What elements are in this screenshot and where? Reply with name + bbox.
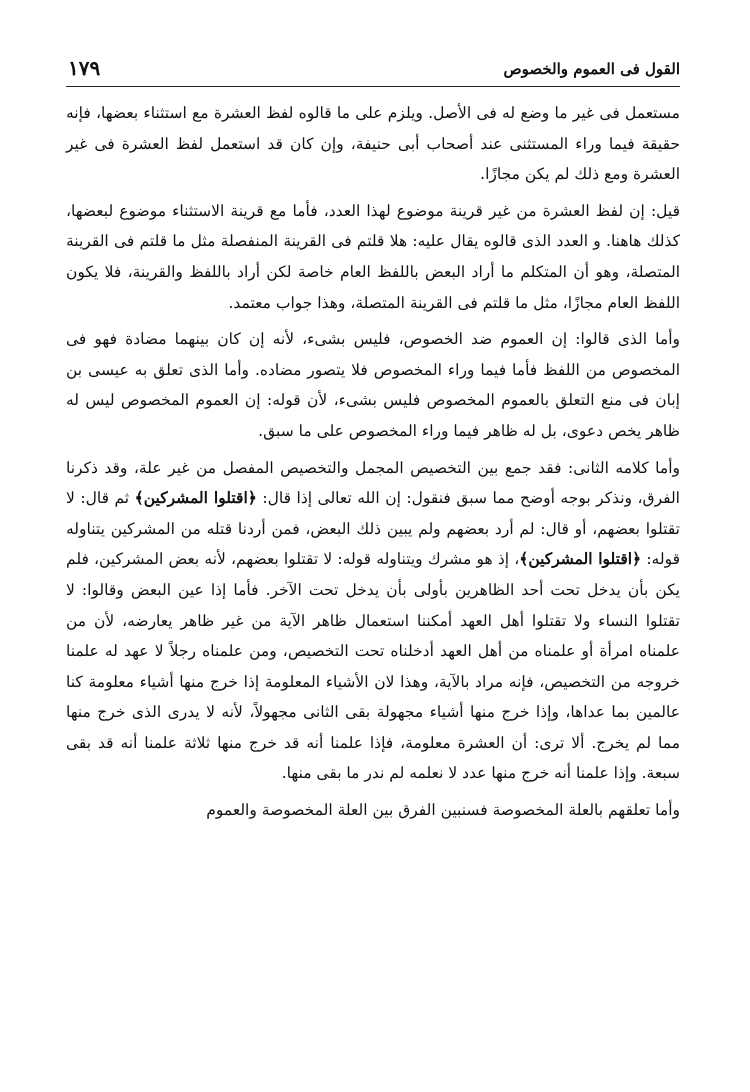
paragraph-4-text-1: وأما كلامه الثانى: فقد جمع بين التخصيص المجمل والتخصيص المفصل من غير علة، وقد ذكرنا الفرق، ونذكر بوجه أوضح مما سبق فنقول: إن الله تعالى إذا قال:	[66, 458, 680, 508]
quran-verse-2: ﴿اقتلوا المشركين﴾	[519, 549, 642, 569]
page-number: ١٧٩	[68, 56, 101, 80]
paragraph-2: قيل: إن لفظ العشرة من غير قرينة موضوع لهذا العدد، فأما مع قرينة الاستثناء موضوع لبعضها، كذلك هاهنا. و العدد الذى قالوه يقال عليه: هلا قلتم فى القرينة المنفصلة مثل ما قلتم فى القرينة المتصلة، وهو أن المتكلم ما أراد البعض باللفظ العام خاصة لكن أراد باللفظ والقرينة، فلا يكون اللفظ العام مجازًا، مثل ما قلتم فى القرينة المتصلة، وهذا جواب معتمد.	[66, 201, 680, 312]
body-text	[66, 98, 680, 826]
paragraph-4-text-3: ، إذ هو مشرك ويتناوله قوله: لا تقتلوا بعضهم، لأنه بعض المشركين، فلم يكن بأن يدخل تحت أحد الظاهرين بأولى بأن يدخل تحت الآخر. فأما إذا عين البعض وقالوا: لا تقتلوا النساء ولا تقتلوا أهل العهد أمكننا استعمال ظاهر الآية من غير ظاهر يعارضه، لأن من علمناه امرأة أو علمناه من أهل العهد أدخلناه تحت التخصيص، ومن علمناه رجلاً لا عهد له علمنا خروجه من التخصيص، فإنه مراد بالآية، وهذا لان الأشياء المعلومة إذا خرج منها أشياء معلومة كنا عالمين بما عداها، وإذا خرج منها أشياء مجهولة بقى الثانى مجهولاً، لأنه لا يدرى الذى خرج منها مما لم يخرج. ألا ترى: أن العشرة معلومة، فإذا علمنا أنه قد خرج منها ثلاثة علمنا أنه قد بقى سبعة. وإذا علمنا أنه خرج منها عدد لا نعلمه لم ندر ما بقى منها.	[66, 550, 680, 783]
paragraph-1: مستعمل فى غير ما وضع له فى الأصل. ويلزم على ما قالوه لفظ العشرة مع استثناء بعضها، فإنه حقيقة فيما وراء المستثنى عند أصحاب أبى حنيفة، وإن كان قد استعمل لفظ العشرة فى غير العشرة ومع ذلك لم يكن مجازًا.	[66, 104, 680, 184]
page-header	[66, 56, 680, 87]
running-title: القول فى العموم والخصوص	[503, 60, 680, 78]
paragraph-5: وأما تعلقهم بالعلة المخصوصة فسنبين الفرق بين العلة المخصوصة والعموم	[206, 801, 680, 820]
paragraph-3: وأما الذى قالوا: إن العموم ضد الخصوص، فليس بشىء، لأنه إن كان بينهما مضادة فهو فى المخصوص من اللفظ فأما فيما وراء المخصوص فلا يتصور مضاده. وأما الذى تعلق به عيسى بن إبان فى منع التعلق بالعموم المخصوص فليس بشىء، لأن قوله: إن العموم المخصوص ليس له ظاهر يخص دعوى، بل له ظاهر فيما وراء المخصوص على ما سبق.	[66, 330, 680, 440]
paragraph-4	[66, 453, 680, 790]
paragraph-4-text-2: ثم قال: لا تقتلوا بعضهم، أو قال: لم أرد بعضهم ولم يبين ذلك البعض، فمن أردنا قتله من المشركين يتناوله قوله:	[66, 489, 680, 569]
quran-verse-1: ﴿اقتلوا المشركين﴾	[134, 488, 257, 508]
